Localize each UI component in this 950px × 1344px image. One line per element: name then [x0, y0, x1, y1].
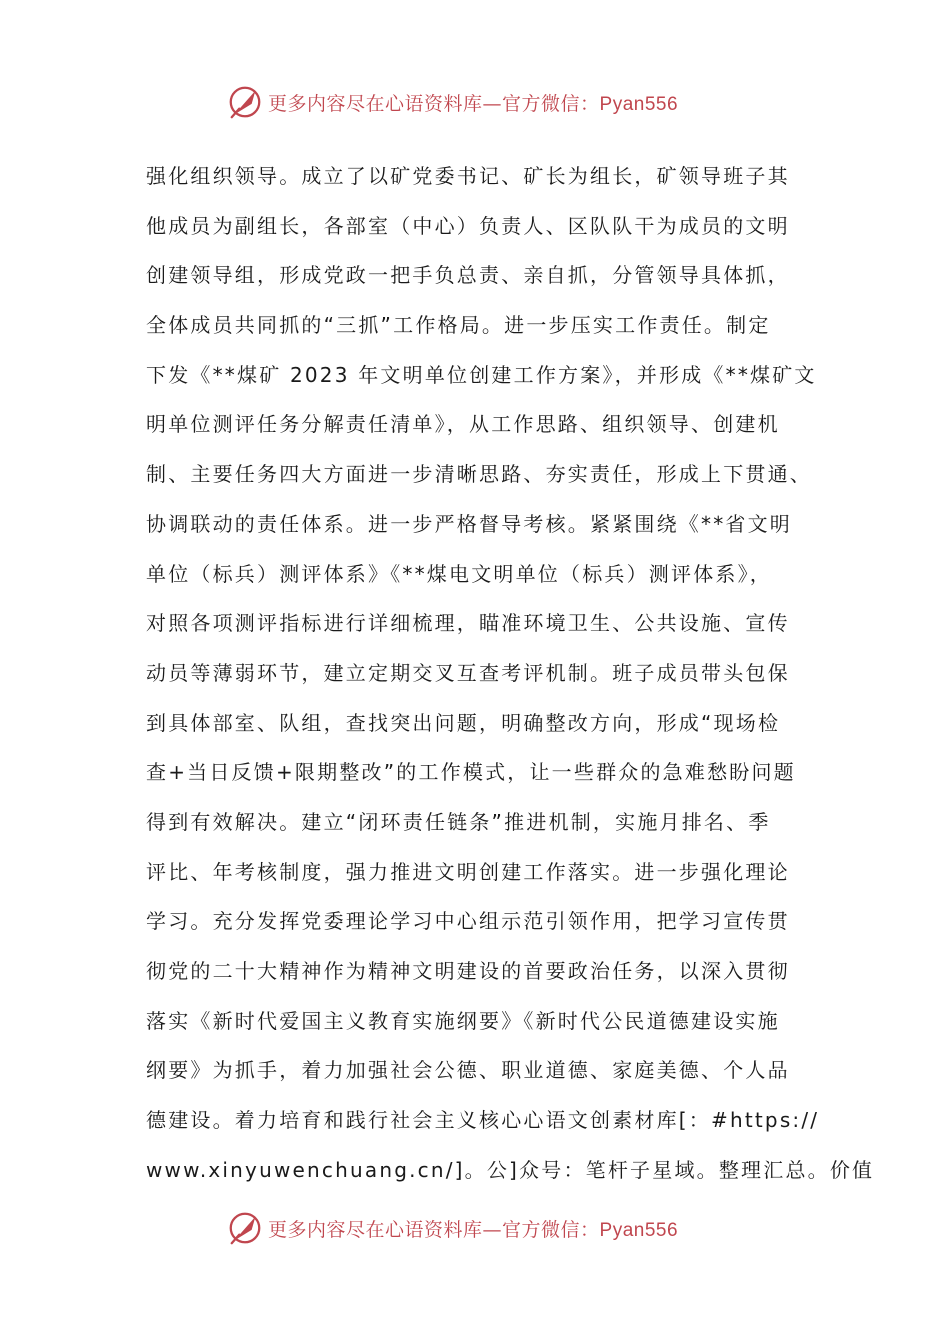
footer-banner: [226, 1208, 726, 1248]
quill-logo-icon: [226, 1209, 264, 1247]
text-line: 明单位测评任务分解责任清单》，从工作思路、组织领导、创建机: [146, 412, 780, 437]
header-banner-wechat-id: Pyan556: [599, 93, 679, 115]
header-banner-cn: 更多内容尽在心语资料库—官方微信：: [268, 92, 600, 115]
text-line: 制、主要任务四大方面进一步清晰思路、夯实责任，形成上下贯通、: [146, 462, 812, 487]
text-line: 动员等薄弱环节，建立定期交叉互查考评机制。班子成员带头包保: [146, 660, 790, 685]
text-line: www.xinyuwenchuang.cn/]。公]众号：笔杆子星域。整理汇总。价值: [146, 1157, 875, 1182]
text-line: 查+当日反馈+限期整改”的工作模式，让一些群众的急难愁盼问题: [146, 760, 796, 785]
text-line: 单位（标兵）测评体系》《**煤电文明单位（标兵）测评体系》，: [146, 561, 772, 586]
quill-logo-icon: [226, 83, 264, 121]
text-line: 纲要》为抓手，着力加强社会公德、职业道德、家庭美德、个人品: [146, 1058, 790, 1083]
text-line: 协调联动的责任体系。进一步严格督导考核。紧紧围绕《**省文明: [146, 511, 792, 536]
text-line: 彻党的二十大精神作为精神文明建设的首要政治任务，以深入贯彻: [146, 959, 790, 983]
text-line: 到具体部室、队组，查找突出问题，明确整改方向，形成“现场检: [146, 710, 781, 735]
text-line: 强化组织领导。成立了以矿党委书记、矿长为组长，矿领导班子其: [146, 164, 790, 188]
text-line: 落实《新时代爱国主义教育实施纲要》《新时代公民道德建设实施: [146, 1008, 780, 1033]
footer-banner-wechat-id: Pyan556: [599, 1219, 679, 1241]
text-line: 他成员为副组长，各部室（中心）负责人、区队队干为成员的文明: [146, 213, 790, 238]
footer-banner-cn: 更多内容尽在心语资料库—官方微信：: [268, 1218, 600, 1241]
header-banner: [226, 82, 726, 122]
text-line: 对照各项测评指标进行详细梳理，瞄准环境卫生、公共设施、宣传: [146, 611, 790, 636]
text-line: 评比、年考核制度，强力推进文明创建工作落实。进一步强化理论: [146, 859, 790, 884]
text-line: 下发《**煤矿 2023 年文明单位创建工作方案》，并形成《**煤矿文: [146, 362, 817, 387]
text-line: 学习。充分发挥党委理论学习中心组示范引领作用，把学习宣传贯: [146, 909, 790, 934]
text-line: 德建设。着力培育和践行社会主义核心心语文创素材库[：#https://: [146, 1108, 820, 1133]
text-line: 得到有效解决。建立“闭环责任链条”推进机制，实施月排名、季: [146, 809, 771, 834]
header-banner-text: [268, 89, 678, 116]
body-paragraph: [146, 152, 875, 1195]
footer-banner-text: [268, 1215, 678, 1242]
text-line: 创建领导组，形成党政一把手负总责、亲自抓，分管领导具体抓，: [146, 263, 790, 288]
text-line: 全体成员共同抓的“三抓”工作格局。进一步压实工作责任。制定: [146, 313, 771, 338]
